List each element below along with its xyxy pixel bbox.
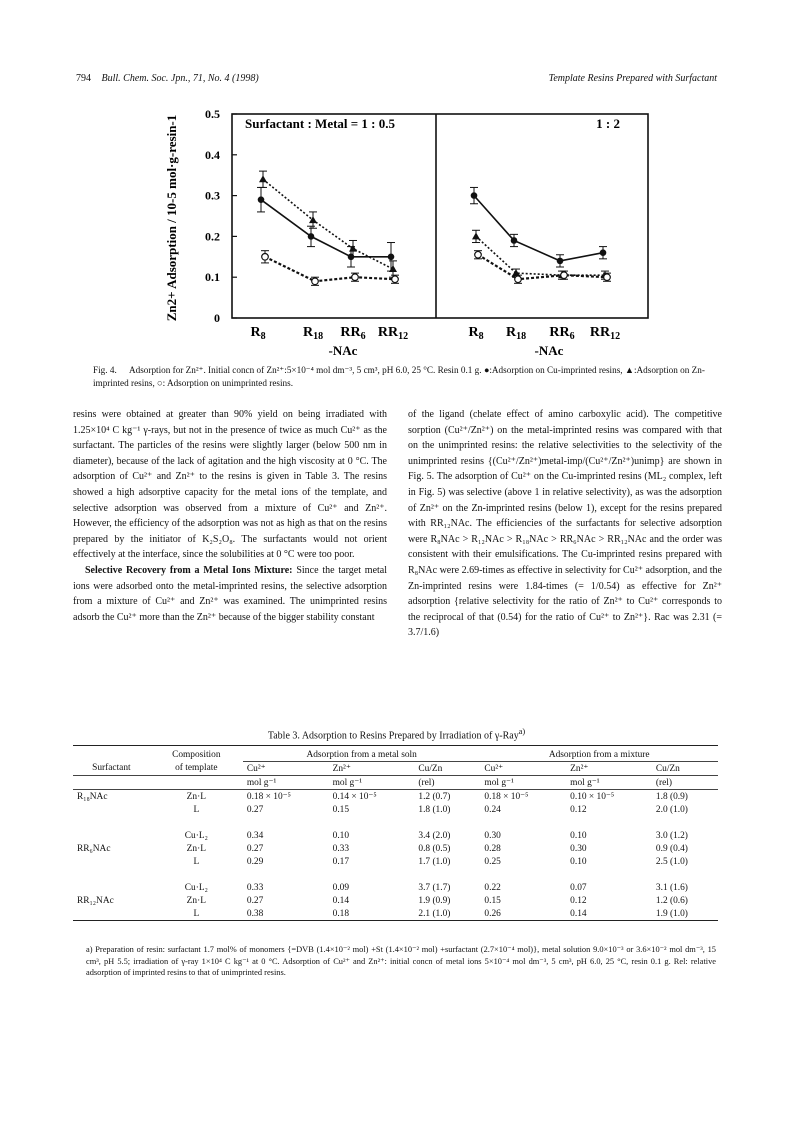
nac-label: -NAc	[328, 343, 358, 358]
table-header-row	[73, 762, 718, 776]
x-tick-label: $RR_{12}$	[589, 325, 621, 342]
composition-cell: Cu·L₂	[184, 882, 208, 893]
table-row	[73, 894, 718, 907]
table-footnote: a) Preparation of resin: surfactant 1.7 mol% of monomers {=DVB (1.4×10⁻² mol) +St (1.4×10⁻² mol) +surfactant (2.7×10⁻⁴ mol)}, metal solution 9.0×10⁻³ or 3.6×10⁻² mol dm⁻³, 15 cm³, pH 5.5; irradiation of γ-ray 1×10⁴ C kg⁻¹ at 0 °C. Adsorption of Cu²⁺ and Zn²⁺: initial concn of metal ions 5×10⁻⁴ mol dm⁻³, 5 cm³, pH 6.0, 25 °C, resin 0.1 g. Rel: relative adsorption of imprinted resins to that of unimprinted resins.	[86, 945, 716, 978]
unit-cell: mol g⁻¹	[329, 776, 415, 790]
table-title-note: a)	[518, 727, 526, 736]
column-header: of template	[175, 763, 218, 774]
data-cell: 3.0 (1.2)	[655, 830, 688, 841]
data-cell: 3.7 (1.7)	[418, 882, 451, 893]
data-point	[511, 237, 518, 244]
data-cell: 3.4 (2.0)	[418, 830, 451, 841]
data-cell: 0.15	[484, 895, 501, 906]
surfactant-cell	[73, 881, 150, 894]
figure-caption	[93, 364, 713, 390]
data-cell: 1.9 (0.9)	[418, 895, 451, 906]
x-tick-label: $RR_{12}$	[377, 325, 409, 342]
data-cell: 0.14 × 10⁻⁵	[332, 792, 377, 802]
data-cell: 0.33	[246, 882, 264, 893]
data-point	[604, 274, 611, 281]
panel-title: 1 : 2	[596, 116, 620, 131]
column-group-header: Adsorption from a mixture	[480, 746, 718, 762]
y-tick-label: 0.5	[205, 107, 220, 121]
data-cell: 0.10 × 10⁻⁵	[570, 792, 615, 802]
body-column-left	[73, 407, 387, 625]
data-cell: 0.28	[484, 843, 501, 854]
data-cell: 2.1 (1.0)	[414, 907, 480, 921]
column-header	[73, 746, 150, 762]
table-spacer	[73, 868, 718, 881]
y-tick-label: 0.4	[205, 147, 220, 162]
data-cell: 0.18 × 10⁻⁵	[484, 792, 529, 802]
x-tick-label: $RR_6$	[340, 325, 366, 342]
table-row	[73, 829, 718, 842]
data-cell: 0.07	[570, 882, 587, 893]
unit-cell: (rel)	[652, 776, 718, 790]
data-cell: 0.17	[332, 856, 350, 867]
data-cell: 2.5 (1.0)	[655, 856, 688, 867]
data-cell: 1.2 (0.6)	[655, 895, 688, 906]
x-tick-label: $R_{18}$	[505, 325, 527, 342]
column-header: Cu/Zn	[418, 763, 443, 774]
data-point	[258, 196, 265, 203]
x-tick-label: $R_{18}$	[302, 325, 324, 342]
paragraph: resins were obtained at greater than 90% yield on being irradiated with 1.25×10⁴ C kg⁻¹ γ-rays, but not in the presence of twice as much Cu²⁺ as the surfactant. The particles of the resins were slightly larger (below 500 nm in diameter), because of the lack of agitation and the high viscosity at 0 °C. The adsorption of Cu²⁺ and Zn²⁺ to the resins is given in Table 3. The resins showed a high adsorptive capacity for the metal ions of the template, and selective adsorption was observed from a mixture of Cu²⁺ and Zn²⁺. However, the efficiency of the adsorption was not as high as that on the resins prepared by the initiator of K₂S₂O₈. The surfactants would not orient effectively at the interface, since the solubilities at 0 °C were too poor.	[73, 409, 387, 561]
composition-cell: Zn·L	[186, 791, 206, 802]
x-tick-label: $R_8$	[250, 325, 266, 342]
journal-citation: Bull. Chem. Soc. Jpn., 71, No. 4 (1998)	[101, 73, 259, 84]
figure-4-chart	[150, 100, 660, 362]
table-header-row	[73, 746, 718, 762]
data-cell: 1.9 (1.0)	[652, 907, 718, 921]
composition-cell: Cu·L₂	[184, 830, 208, 841]
data-point	[475, 251, 482, 258]
y-tick-label: 0.1	[205, 270, 220, 285]
caption-text: Adsorption for Zn²⁺. Initial concn of Zn²⁺:5×10⁻⁴ mol dm⁻³, 5 cm³, pH 6.0, 25 °C. Resin 0.1 g. ●:Adsorption on Cu-imprinted resins, ▲:Adsorption on Zn-imprinted resins, ○: Adsorption on unimprinted resins.	[93, 365, 705, 388]
data-cell: 0.18	[329, 907, 415, 921]
column-header: Surfactant	[92, 763, 131, 774]
paragraph-text: Since the target metal ions were adsorbed onto the metal-imprinted resins, the selective adsorption from a mixture of Cu²⁺ and Zn²⁺ was examined. The unimprinted resins adsorb the Cu²⁺ more than the Zn²⁺ because of the bigger stability constant	[73, 564, 388, 623]
data-cell: 0.25	[484, 856, 501, 867]
composition-cell: L	[193, 856, 200, 867]
series-line	[478, 255, 607, 279]
series-line	[263, 179, 393, 269]
surfactant-cell: RR₁₂NAc	[77, 895, 114, 906]
data-point	[312, 278, 319, 285]
composition-cell: L	[193, 804, 200, 815]
data-cell: 3.1 (1.6)	[655, 882, 688, 893]
unit-cell: mol g⁻¹	[243, 776, 329, 790]
data-cell: 0.26	[480, 907, 566, 921]
page-number: 794	[76, 73, 91, 84]
surfactant-cell	[73, 829, 150, 842]
data-point	[308, 233, 315, 240]
table-row	[73, 803, 718, 816]
surfactant-cell: RR₆NAc	[77, 843, 111, 854]
data-cell: 0.9 (0.4)	[655, 843, 688, 854]
surfactant-cell	[73, 855, 150, 868]
data-point	[515, 276, 522, 283]
data-point	[471, 192, 478, 199]
column-header: Zn²⁺	[570, 764, 589, 774]
data-cell: 0.14	[332, 895, 350, 906]
column-header: Composition	[150, 746, 243, 762]
table-row	[73, 790, 718, 804]
x-tick-label: $R_8$	[468, 325, 484, 342]
data-cell: 0.15	[332, 804, 350, 815]
data-cell: 0.33	[332, 843, 350, 854]
table-row	[73, 907, 718, 921]
series-line	[474, 196, 603, 261]
page-header	[76, 73, 717, 89]
data-point	[392, 276, 399, 283]
unit-cell	[150, 776, 243, 790]
data-point	[352, 274, 359, 281]
table-row	[73, 855, 718, 868]
paragraph	[73, 563, 387, 625]
composition-cell: Zn·L	[186, 843, 206, 854]
column-header: Zn²⁺	[332, 764, 351, 774]
data-cell: 0.10	[570, 830, 587, 841]
y-tick-label: 0	[214, 311, 220, 325]
data-point	[557, 258, 564, 265]
unit-cell: (rel)	[414, 776, 480, 790]
column-header: Cu²⁺	[484, 764, 504, 774]
surfactant-cell: R₁₈NAc	[77, 791, 108, 802]
column-header: Cu/Zn	[655, 763, 680, 774]
data-point	[389, 265, 397, 272]
data-cell: 0.8 (0.5)	[418, 843, 451, 854]
data-point	[259, 175, 267, 182]
data-point	[561, 272, 568, 279]
running-title: Template Resins Prepared with Surfactant	[548, 73, 717, 84]
data-cell: 0.24	[484, 804, 501, 815]
data-cell: 0.10	[570, 856, 587, 867]
unit-cell: mol g⁻¹	[480, 776, 566, 790]
panel-title: Surfactant : Metal = 1 : 0.5	[245, 116, 396, 131]
table-unit-row	[73, 776, 718, 790]
data-cell: 0.10	[332, 830, 350, 841]
table-row	[73, 881, 718, 894]
data-point	[472, 232, 480, 239]
body-column-right	[408, 407, 722, 641]
series-line	[261, 200, 391, 257]
data-cell: 0.12	[570, 895, 587, 906]
column-group-header: Adsorption from a metal soln	[243, 746, 481, 762]
table-spacer	[73, 816, 718, 829]
data-cell: 2.0 (1.0)	[655, 804, 688, 815]
table-title-text: Table 3. Adsorption to Resins Prepared by Irradiation of γ-Ray	[267, 730, 519, 742]
y-tick-label: 0.2	[205, 229, 220, 244]
data-point	[388, 254, 395, 261]
table-row	[73, 842, 718, 855]
data-cell: 0.34	[246, 830, 264, 841]
surfactant-cell	[73, 803, 150, 816]
table-title	[0, 727, 793, 741]
series-line	[265, 257, 395, 281]
y-tick-label: 0.3	[205, 188, 220, 203]
data-cell: 1.8 (0.9)	[655, 791, 688, 802]
composition-cell: L	[150, 907, 243, 921]
table-3	[73, 745, 718, 921]
x-tick-label: $RR_6$	[549, 325, 575, 342]
data-cell: 0.27	[246, 843, 264, 854]
unit-cell: mol g⁻¹	[566, 776, 652, 790]
data-cell: 1.7 (1.0)	[418, 856, 451, 867]
data-cell: 0.38	[243, 907, 329, 921]
column-header: Cu²⁺	[246, 764, 266, 774]
data-cell: 0.12	[570, 804, 587, 815]
data-cell: 0.14	[566, 907, 652, 921]
y-axis-label: Zn2+ Adsorption / 10-5 mol·g-resin-1	[164, 114, 179, 322]
unit-cell	[73, 776, 150, 790]
data-cell: 0.27	[246, 895, 264, 906]
data-point	[262, 254, 269, 261]
data-cell: 1.8 (1.0)	[418, 804, 451, 815]
data-cell: 1.2 (0.7)	[418, 791, 451, 802]
data-cell: 0.30	[570, 843, 587, 854]
nac-label: -NAc	[534, 343, 564, 358]
data-cell: 0.30	[484, 830, 501, 841]
composition-cell: Zn·L	[186, 895, 206, 906]
data-cell: 0.22	[484, 882, 501, 893]
surfactant-cell	[73, 907, 150, 921]
caption-label: Fig. 4.	[93, 365, 117, 375]
data-cell: 0.29	[246, 856, 264, 867]
plot-frame	[232, 114, 648, 318]
data-cell: 0.27	[246, 804, 264, 815]
data-cell: 0.09	[332, 882, 350, 893]
data-point	[600, 249, 607, 256]
paragraph: of the ligand (chelate effect of amino carboxylic acid). The competitive sorption (Cu²⁺/Zn²⁺) on the metal-imprinted resins was compared with that on the unimprinted resins: the relative selectivities to the selectivity of the unimprinted resins {(Cu²⁺/Zn²⁺)metal-imp/(Cu²⁺/Zn²⁺)unimp} are shown in Fig. 5. The adsorption of Cu²⁺ on the Cu-imprinted resins (ML₂ complex, left in Fig. 5) was selective (above 1 in relative selectivity), as was the adsorption of Zn²⁺ on the Zn-imprinted resins (below 1), except for the resins prepared with RR₁₂NAc. The efficiencies of the surfactants for selective adsorption were R₈NAc > R₁₂NAc > R₁₈NAc > RR₆NAc > RR₁₂NAc and the order was consistent with their emulsifications. The Cu-imprinted resins prepared with R₈NAc were 2.69-times as effective in selectivity for Cu²⁺ adsorption, and the Zn-imprinted resins were 1.84-times (= 1/0.54) as effective for Zn²⁺ adsorption {relative selectivity for the ratio of Zn²⁺ to Cu²⁺ corresponds to the reciprocal of that (0.54) for the ratio of Cu²⁺ to Zn²⁺}. Rac was 2.31 (= 3.7/1.6)	[408, 409, 722, 639]
section-heading: Selective Recovery from a Metal Ions Mixture:	[85, 564, 293, 576]
data-cell: 0.18 × 10⁻⁵	[246, 792, 291, 802]
